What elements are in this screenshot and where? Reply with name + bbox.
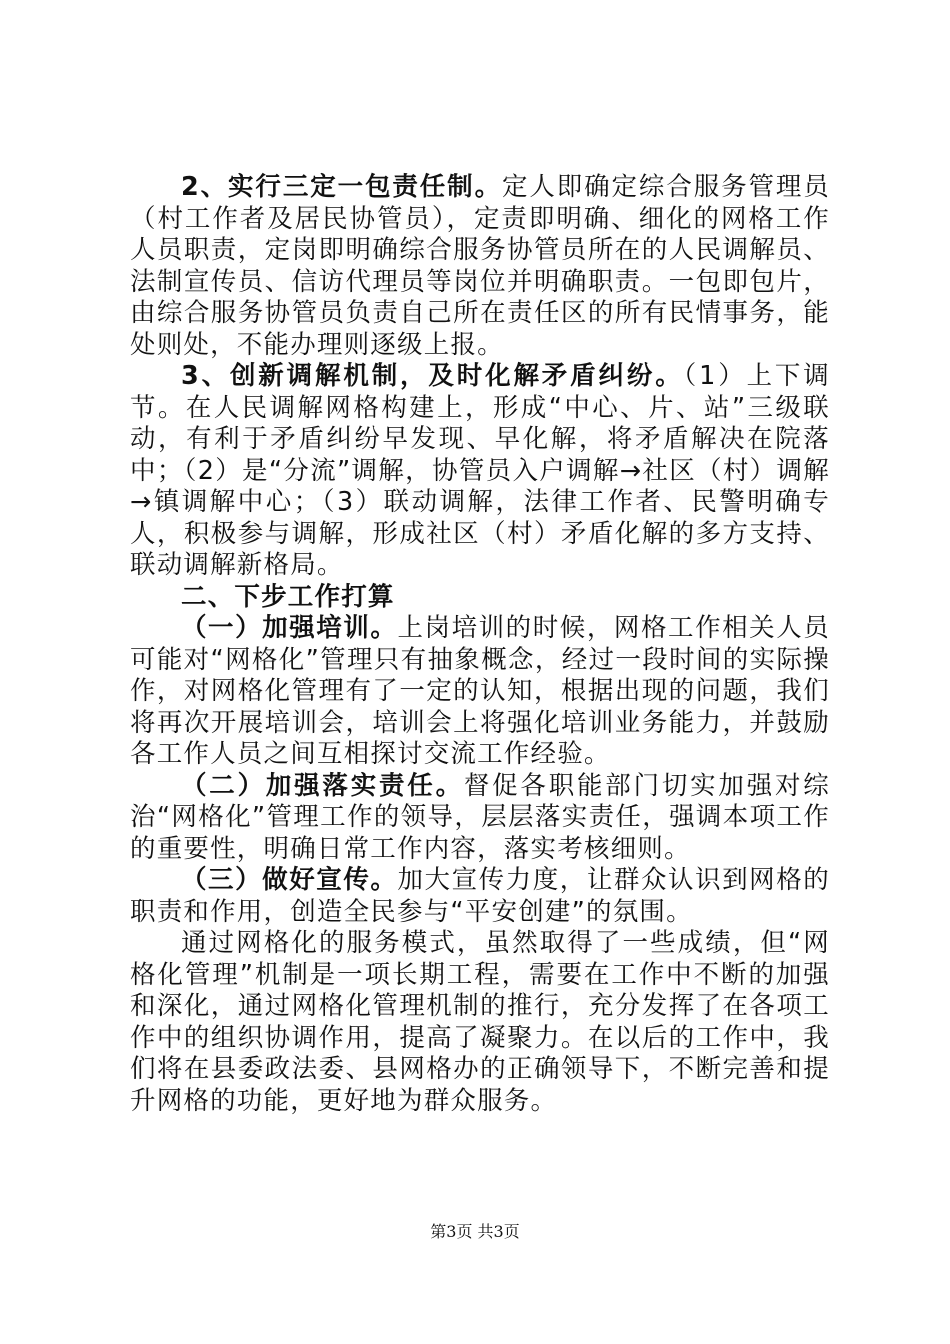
paragraph-text: （1）上下调节。在人民调解网格构建上，形成“中心、片、站”三级联动，有利于矛盾纠纷早发现、早化解，将矛盾解决在院落中；（2）是“分流”调解，协管员入户调解→社区（村）调解→镇调解中心；（3）联动调解，法律工作者、民警明确专人，积极参与调解，形成社区（村）矛盾化解的多方支持、联动调解新格局。 — [130, 361, 830, 580]
paragraph-training — [130, 613, 830, 771]
paragraph-text: 加大宣传力度，让群众认识到网格的职责和作用，创造全民参与“平安创建”的氛围。 — [130, 865, 830, 927]
paragraph-heading: （三）做好宣传。 — [181, 865, 398, 895]
section-heading-next-steps — [130, 582, 830, 614]
document-body — [130, 172, 830, 1117]
paragraph-heading: （一）加强培训。 — [181, 613, 398, 643]
paragraph-conclusion — [130, 928, 830, 1117]
paragraph-text: 通过网格化的服务模式，虽然取得了一些成绩，但“网格化管理”机制是一项长期工程，需要在工作中不断的加强和深化，通过网格化管理机制的推行，充分发挥了在各项工作中的组织协调作用，提高了凝聚力。在以后的工作中，我们将在县委政法委、县网格办的正确领导下，不断完善和提升网格的功能，更好地为群众服务。 — [130, 928, 830, 1116]
paragraph-responsibility — [130, 771, 830, 866]
paragraph-publicity — [130, 865, 830, 928]
paragraph-heading: （二）加强落实责任。 — [181, 770, 464, 801]
paragraph-mediation-mechanism — [130, 361, 830, 582]
paragraph-text: 上岗培训的时候，网格工作相关人员可能对“网格化”管理只有抽象概念，经过一段时间的实际操作，对网格化管理有了一定的认知，根据出现的问题，我们将再次开展培训会，培训会上将强化培训业务能力，并鼓励各工作人员之间互相探讨交流工作经验。 — [130, 613, 830, 769]
paragraph-heading: 2、实行三定一包责任制。 — [181, 172, 502, 202]
paragraph-text: 督促各职能部门切实加强对综治“网格化”管理工作的领导，层层落实责任，强调本项工作的重要性，明确日常工作内容，落实考核细则。 — [130, 770, 830, 864]
paragraph-responsibility-system — [130, 172, 830, 361]
section-title: 二、下步工作打算 — [181, 581, 395, 612]
paragraph-heading: 3、创新调解机制，及时化解矛盾纠纷。 — [181, 361, 684, 391]
paragraph-text: 定人即确定综合服务管理员（村工作者及居民协管员），定责即明确、细化的网格工作人员职责，定岗即明确综合服务协管员所在的人民调解员、法制宣传员、信访代理员等岗位并明确职责。一包即包片，由综合服务协管员负责自己所在责任区的所有民情事务，能处则处，不能办理则逐级上报。 — [130, 172, 830, 360]
page-number-footer: 第3页 共3页 — [430, 1222, 520, 1241]
